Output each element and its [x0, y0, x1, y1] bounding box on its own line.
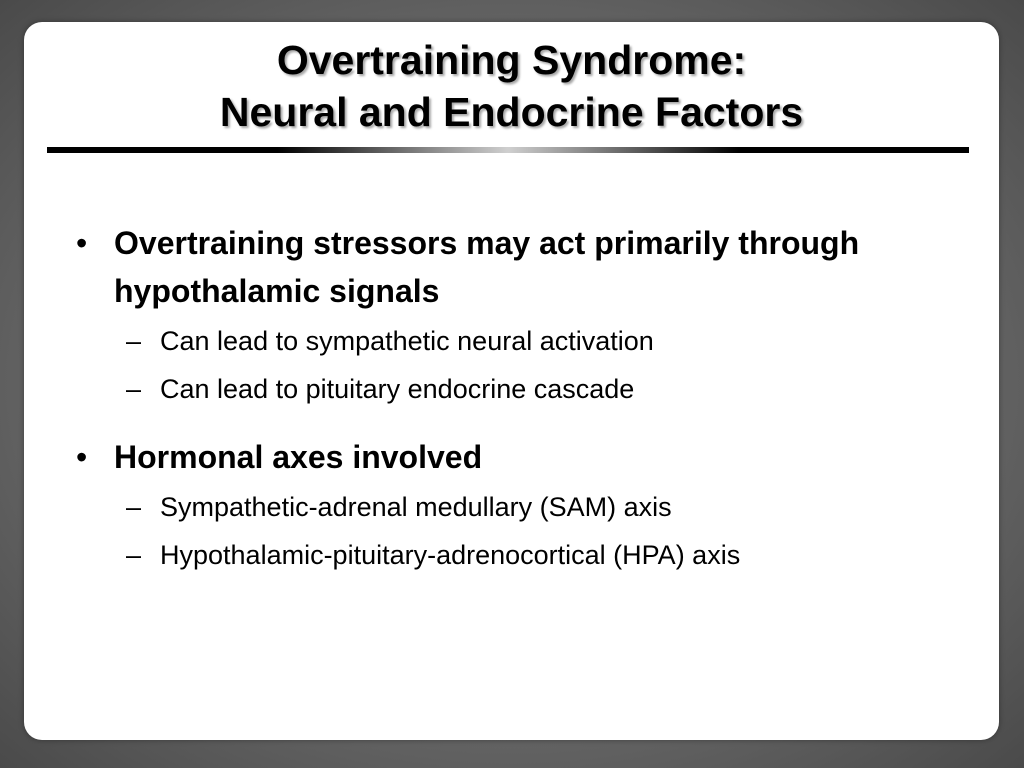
- title-divider: [47, 147, 969, 153]
- bullet-item-overtraining-stressors: [72, 219, 972, 413]
- bullet-text: Hormonal axes involved: [114, 439, 483, 475]
- bullet-item-hormonal-axes: [72, 433, 972, 579]
- sub-bullet-marker: –: [126, 326, 142, 356]
- sub-bullet-item: [114, 531, 972, 579]
- sub-bullet-text: Hypothalamic-pituitary-adrenocortical (HPA) axis: [160, 540, 741, 570]
- sub-bullet-list: [114, 317, 972, 413]
- bullet-marker: •: [76, 439, 88, 475]
- sub-bullet-item: [114, 483, 972, 531]
- slide-title-line-2: Neural and Endocrine Factors: [219, 89, 804, 135]
- bullet-text: Overtraining stressors may act primarily through hypothalamic signals: [114, 225, 860, 309]
- slide-panel: [24, 22, 999, 740]
- slide-title-line-1: Overtraining Syndrome:: [276, 37, 747, 83]
- slide-title: [24, 34, 999, 138]
- bullet-list: [72, 219, 972, 599]
- sub-bullet-list: [114, 483, 972, 579]
- sub-bullet-marker: –: [126, 492, 142, 522]
- sub-bullet-item: [114, 365, 972, 413]
- sub-bullet-marker: –: [126, 540, 142, 570]
- bullet-marker: •: [76, 225, 88, 261]
- sub-bullet-text: Sympathetic-adrenal medullary (SAM) axis: [160, 492, 672, 522]
- sub-bullet-item: [114, 317, 972, 365]
- sub-bullet-text: Can lead to pituitary endocrine cascade: [160, 374, 635, 404]
- sub-bullet-marker: –: [126, 374, 142, 404]
- sub-bullet-text: Can lead to sympathetic neural activation: [160, 326, 654, 356]
